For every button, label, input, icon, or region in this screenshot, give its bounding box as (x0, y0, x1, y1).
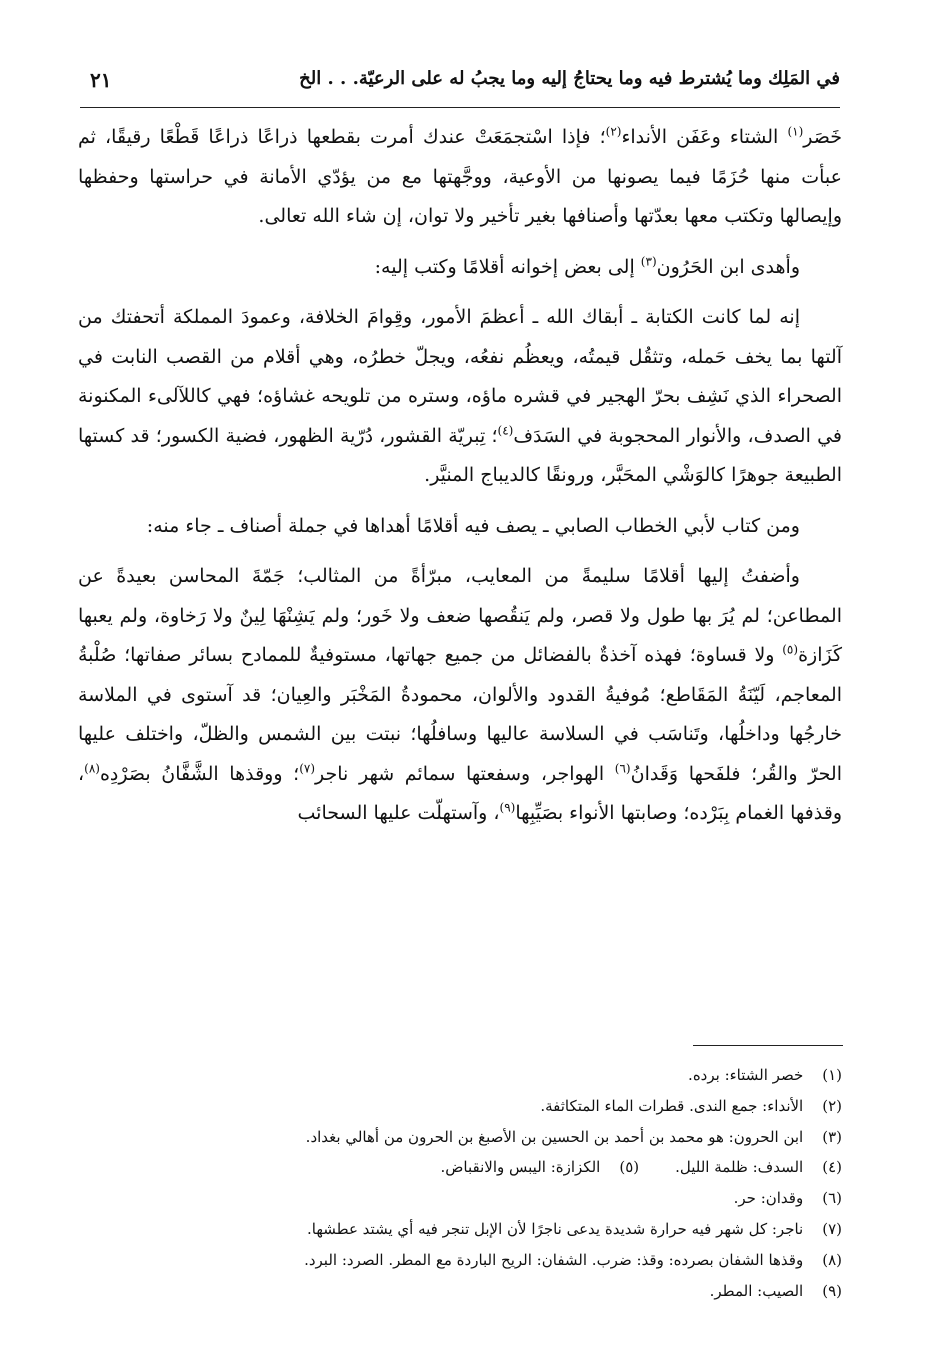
text-run: ، وقذفها الغمام بِبَرْده؛ وصابتها الأنواء بصَيِّبِها (78, 762, 842, 824)
footnote-text: الصيب: المطر. (709, 1281, 808, 1300)
paragraph (78, 298, 842, 496)
footnote-marker: (٥) (782, 642, 799, 657)
footnote (100, 1060, 842, 1091)
footnote-marker: (٩) (499, 800, 516, 815)
footnote-number: (٦) (822, 1189, 842, 1208)
footnote-marker: (١) (787, 124, 804, 139)
body-text (78, 118, 842, 834)
footnote-text: السدف: ظلمة الليل. (675, 1158, 808, 1177)
text-run: وأهدى ابن الحَرُون (656, 255, 800, 278)
text-run: وأضفتُ إليها أقلامًا سليمةً من المعايب، مبرّأةً من المثالب؛ جَمّةَ المحاسن بعيدةً عن المطاعن؛ لم يُرَ بها طول ولا قصر، ولم يَنقُصها ضعف ولا خَور؛ ولم يَشِنْهَا لِينٌ ولا رَخاوة، ولم يعبها كَزَازة (78, 565, 842, 666)
text-run: ومن كتاب لأبي الخطاب الصابي ـ يصف فيه أقلامًا أهداها في جملة أصناف ـ جاء منه: (146, 514, 800, 537)
footnote (100, 1152, 842, 1183)
footnote-number: (٣) (822, 1127, 842, 1146)
footnote-number: (٥) (619, 1158, 640, 1177)
footnote (100, 1276, 842, 1307)
footnote (100, 1183, 842, 1214)
text-run: ولا قساوة؛ فهذه آخذةٌ بالفضائل من جميع جهاتها، مستوفيةٌ للممادح بسائر صفاتها؛ صُلْبةُ المعاجم، لَيّنَةُ المَقَاطع؛ مُوفيةُ القدود والألوان، محمودةُ المَخْبَر والعِيان؛ قد آستوى في الملاسة خارجُها وداخلُها، وتَناسَب في السلاسة عاليها وسافلُها؛ نبتت بين الشمس والظلّ، واختلف عليها الحرّ والقُر؛ فلفَحها وَقَدانُ (78, 644, 842, 785)
footnote-number: (٧) (822, 1219, 842, 1238)
footnote-text: ابن الحرون: هو محمد بن أحمد بن الحسين بن الأصبغ بن الحرون من أهالي بغداد. (305, 1127, 808, 1146)
footnote-text: وقذها الشفان بصرده: وقذ: ضرب. الشفان: الريح الباردة مع المطر. الصرد: البرد. (304, 1250, 808, 1269)
footnote-text: وقدان: حر. (733, 1189, 808, 1208)
paragraph (78, 118, 842, 237)
text-run: الهواجر، وسفعتها سمائم شهر ناجر (315, 762, 615, 785)
text-run: ، وآستهلّت عليها السحائب (297, 802, 500, 824)
text-run: ؛ فإذا اسْتجمَعَتْ عندك أمرت بقطعها ذراعًا ذراعًا قَطْعًا رقيقًا، ثم عبأت منها حُزَمًا فيما يصونها من الأوعية، ووجَّهتها مع من يؤدّي الأمانة في حراستها وحفظها وإيصالها وتكتب معها بعدّتها وأصنافها بغير تأخير ولا توان، إن شاء الله تعالى. (78, 126, 842, 227)
paragraph (78, 248, 842, 288)
footnote (100, 1245, 842, 1276)
header-rule (80, 107, 840, 108)
running-title: في المَلِك وما يُشترط فيه وما يحتاجُ إليه وما يجبُ له على الرعيّة. . . الخ (299, 68, 840, 89)
page-number: ٢١ (90, 68, 112, 92)
footnote-number: (١) (822, 1066, 842, 1084)
footnote-number: (٢) (822, 1096, 842, 1115)
running-header (80, 60, 840, 104)
footnote-text: خصر الشتاء: برده. (688, 1066, 808, 1084)
paragraph (78, 507, 842, 547)
footnote-marker: (٣) (640, 254, 657, 269)
paragraph (78, 557, 842, 834)
footnote-marker: (٧) (299, 761, 316, 776)
footnote-number: (٨) (822, 1250, 842, 1269)
footnote-text: ناجر: كل شهر فيه حرارة شديدة يدعى ناجرًا لأن الإبل تنجر فيه أي يشتد عطشها. (307, 1219, 808, 1238)
text-run: إنه لما كانت الكتابة ـ أبقاك الله ـ أعظمَ الأمور، وقِوامَ الخلافة، وعمودَ المملكة أتحفتك من آلتها بما يخف حَمله، وتثقُل قيمتُه، ويعظُم نفعُه، ويجلّ خطرُه، وهي أقلام من القصب النابت في الصحراء الذي نَشِف بحرّ الهجير في قشره ماؤه، وستره من تلويحه غشاؤه؛ فهي كاللآلىء المكنونة في الصدف، والأنوار المحجوبة في السَدَف (78, 306, 842, 447)
footnote-number: (٩) (822, 1281, 842, 1300)
footnote-rule (693, 1045, 843, 1046)
text-run: ؛ ووقذها الشَّفَّانُ بصَرْدِه (99, 762, 300, 785)
footnote (100, 1122, 842, 1153)
footnotes (100, 1060, 842, 1306)
footnote-text: الأنداء: جمع الندى. قطرات الماء المتكاثفة. (540, 1096, 808, 1115)
footnote-marker: (٤) (497, 423, 514, 438)
footnote (100, 1214, 842, 1245)
text-run: الشتاء وعَفَن الأنداء (621, 126, 788, 148)
footnote-number: (٤) (822, 1158, 842, 1177)
footnote-text: الكزازة: اليبس والانقباض. (440, 1158, 606, 1177)
text-run: ؛ تِبريّة القشور، دُرّية الظهور، فضية الكسور؛ قد كستها الطبيعة جوهرًا كالوَشْي المحَبَّر، ورونقًا كالديباج المنيَّر. (78, 424, 842, 486)
footnote-marker: (٦) (614, 761, 631, 776)
footnote-marker: (٢) (605, 124, 622, 139)
footnote-marker: (٨) (84, 761, 100, 776)
text-run: خَصَر (803, 126, 842, 148)
footnote (100, 1091, 842, 1122)
text-run: إلى بعض إخوانه أقلامًا وكتب إليه: (374, 255, 641, 278)
